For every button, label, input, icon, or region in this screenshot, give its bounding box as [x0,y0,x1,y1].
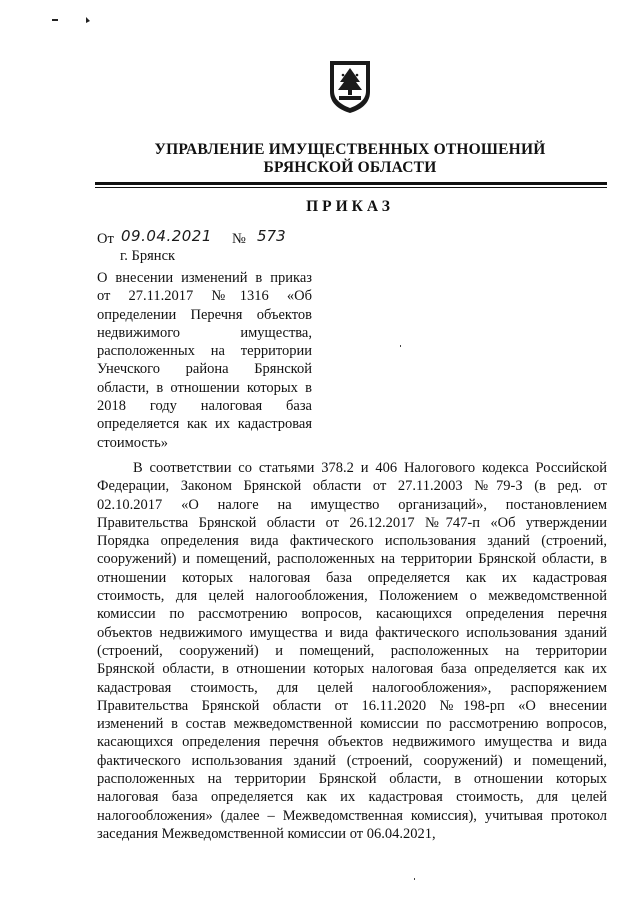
body-line: комиссии по рассмотрению вопросов, касающихся определения перечня [97,606,607,623]
body-line: Правительства Брянской области от 16.11.2020 №198-рп «О внесении [97,697,607,714]
subject-line: определении Перечня объектов [97,306,312,323]
body-line: расположенных на территории Брянской области, в отношении которых [97,771,607,788]
document-title: ПРИКАЗ [306,198,394,215]
organization-name-line1: УПРАВЛЕНИЕ ИМУЩЕСТВЕННЫХ ОТНОШЕНИЙ [154,141,546,158]
body-line: налогообложения» (далее – Межведомственная комиссия), учитывая протокол [97,807,607,824]
date-prefix: От [97,231,114,247]
scan-artifact-icon [52,14,92,26]
subject-line: определяется как их кадастровая [97,416,312,433]
body-line: сооружений) и помещений, расположенных на территории Брянской области, в [97,551,607,568]
subject-line: области, в отношении которых в [97,379,312,396]
body-line: изменений в состав межведомственной комиссии по рассмотрению вопросов, [97,716,607,733]
handwritten-number: 573 [257,227,286,245]
scan-speck [414,878,415,880]
body-line: Федерации, Законом Брянской области от 27.11.2003 №79-З (в ред. от [97,478,607,495]
coat-of-arms-icon [327,58,373,114]
body-line: фактического использования зданий (строений, сооружений) и помещений, [97,752,607,769]
body-line: налоговая база определяется как их кадастровая стоимость, для целей [97,789,607,806]
body-line: В соответствии со статьями 378.2 и 406 Налогового кодекса Российской [133,460,607,476]
body-line: 02.10.2017 «О налоге на имущество организаций», постановлением [97,496,607,513]
city-name: г. Брянск [120,248,176,264]
subject-line: 2018 году налоговая база [97,398,312,415]
header-divider-thick [95,182,607,185]
order-subject [97,269,312,452]
body-line: отношении которых налоговая база определяется как их кадастровая [97,569,607,586]
body-line: стоимость, для целей налогообложения, Положением о межведомственной [97,588,607,605]
body-line: Правительства Брянской области от 26.12.2017 №747-п «Об утверждении [97,514,607,531]
body-line: кадастровая стоимость, для целей налогообложения», распоряжением [97,679,607,696]
body-paragraph [97,459,607,843]
subject-line: Унечского района Брянской [97,361,312,378]
organization-name-line2: БРЯНСКОЙ ОБЛАСТИ [263,159,437,176]
header-divider-thin [95,187,607,188]
body-line: заседания Межведомственной комиссии от 06.04.2021, [97,825,436,842]
subject-line: стоимость» [97,434,169,451]
subject-line: расположенных на территории [97,343,312,360]
body-line: (строений, сооружений) и помещений, расположенных на территории [97,642,607,659]
subject-line: О внесении изменений в приказ [97,270,312,286]
scan-speck [400,345,401,347]
body-line: Брянской области, в отношении которых налоговая база определяется как их [97,661,607,678]
body-line: объектов недвижимого имущества и вида фактического использования зданий [97,624,607,641]
subject-line: от 27.11.2017 №1316 «Об [97,288,312,305]
handwritten-date: 09.04.2021 [121,227,212,245]
body-line: касающихся определения перечня объектов недвижимого имущества и вида [97,734,607,751]
subject-line: недвижимого имущества, [97,324,312,341]
number-label: № [232,231,246,247]
body-line: Порядка определения вида фактического использования зданий (строений, [97,533,607,550]
